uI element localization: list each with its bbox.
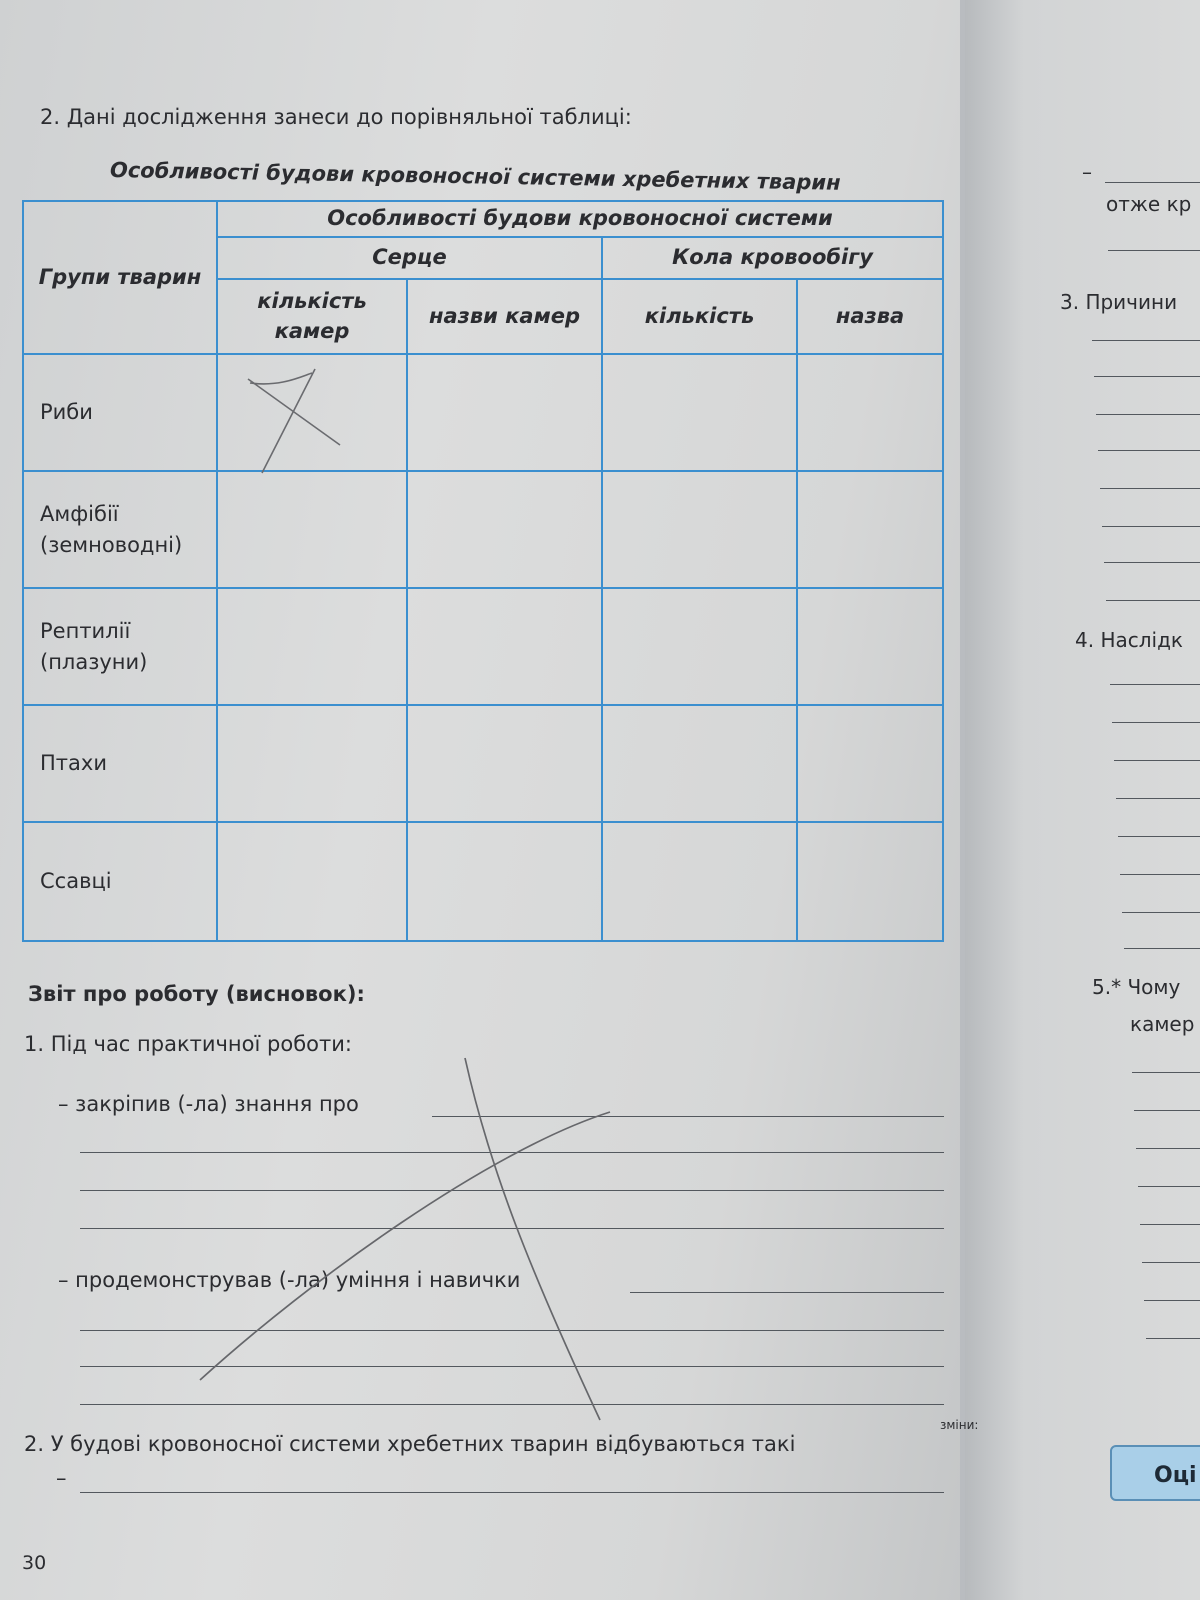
answer-line: [1094, 376, 1200, 377]
answer-line: [1120, 874, 1200, 875]
row-label-mammals: Ссавці: [23, 822, 217, 941]
answer-cell[interactable]: [407, 822, 602, 941]
answer-cell[interactable]: [217, 588, 407, 705]
row-label-amphibians: Амфібії (земноводні): [23, 471, 217, 588]
question-1: 1. Під час практичної роботи:: [24, 1032, 352, 1056]
header-circulation-circles: Кола кровообігу: [602, 237, 943, 279]
right-page-fragment: отже кр: [1106, 192, 1192, 216]
row-label-birds: Птахи: [23, 705, 217, 822]
answer-cell[interactable]: [217, 705, 407, 822]
subheader-circle-name: назва: [797, 279, 943, 354]
answer-line: [1124, 948, 1200, 949]
answer-line: [1144, 1300, 1200, 1301]
answer-cell[interactable]: [407, 588, 602, 705]
header-heart: Серце: [217, 237, 602, 279]
grade-button[interactable]: Оці: [1110, 1445, 1200, 1501]
answer-dash: –: [56, 1466, 67, 1490]
answer-cell[interactable]: [407, 471, 602, 588]
answer-cell[interactable]: [797, 588, 943, 705]
answer-line: [1112, 722, 1200, 723]
answer-line: [1110, 684, 1200, 685]
answer-line: [432, 1116, 944, 1117]
answer-cell[interactable]: [602, 354, 797, 471]
column-header-groups: Групи тварин: [23, 201, 217, 354]
table-row: [23, 471, 943, 588]
answer-cell[interactable]: [797, 354, 943, 471]
answer-line: [80, 1366, 944, 1367]
row-label-fish: Риби: [23, 354, 217, 471]
row-label-reptiles: Рептилії (плазуни): [23, 588, 217, 705]
answer-line: [1104, 562, 1200, 563]
answer-line: [1098, 450, 1200, 451]
answer-line: [1146, 1338, 1200, 1339]
answer-cell[interactable]: [407, 705, 602, 822]
subheader-circle-count: кількість: [602, 279, 797, 354]
answer-line: [1114, 760, 1200, 761]
answer-line: [1102, 526, 1200, 527]
right-page-dash: –: [1082, 160, 1092, 184]
answer-cell[interactable]: [407, 354, 602, 471]
table-row: [23, 588, 943, 705]
table-row: [23, 822, 943, 941]
answer-line: [80, 1228, 944, 1229]
answer-cell[interactable]: [217, 471, 407, 588]
answer-cell[interactable]: [217, 822, 407, 941]
table-row: [23, 705, 943, 822]
subheader-chamber-count: кількість камер: [217, 279, 407, 354]
answer-line: [1122, 912, 1200, 913]
right-page: [965, 0, 1200, 1600]
right-page-question-3: 3. Причини: [1060, 290, 1178, 314]
answer-line: [1132, 1072, 1200, 1073]
answer-cell[interactable]: [602, 705, 797, 822]
prompt-knowledge: – закріпив (-ла) знання про: [58, 1092, 359, 1116]
question-2: 2. У будові кровоносної системи хребетних тварин відбуваються такі: [24, 1432, 796, 1456]
answer-cell[interactable]: [797, 471, 943, 588]
table-row: [23, 354, 943, 471]
question-2-continuation: зміни:: [940, 1418, 979, 1432]
answer-line: [1100, 488, 1200, 489]
answer-cell[interactable]: [602, 471, 797, 588]
answer-line: [1136, 1148, 1200, 1149]
report-title: Звіт про роботу (висновок):: [28, 982, 365, 1006]
header-features: Особливості будови кровоносної системи: [217, 201, 943, 237]
answer-line: [80, 1492, 944, 1493]
comparison-table: [22, 200, 944, 942]
answer-line: [1105, 182, 1200, 183]
answer-cell[interactable]: [797, 705, 943, 822]
table-title: Особливості будови кровоносної системи хребетних тварин: [109, 158, 841, 195]
answer-line: [1134, 1110, 1200, 1111]
answer-line: [1108, 250, 1200, 251]
answer-line: [80, 1330, 944, 1331]
answer-line: [80, 1404, 944, 1405]
prompt-skills: – продемонстрував (-ла) уміння і навички: [58, 1268, 521, 1292]
task-instruction: 2. Дані дослідження занеси до порівняльної таблиці:: [40, 105, 632, 129]
answer-line: [1092, 340, 1200, 341]
answer-cell[interactable]: [602, 822, 797, 941]
page-number: 30: [22, 1552, 47, 1574]
answer-line: [1118, 836, 1200, 837]
right-page-fragment: камер: [1130, 1012, 1195, 1036]
answer-line: [1142, 1262, 1200, 1263]
answer-cell[interactable]: [602, 588, 797, 705]
right-page-question-4: 4. Наслідк: [1075, 628, 1183, 652]
answer-line: [1106, 600, 1200, 601]
answer-line: [1138, 1186, 1200, 1187]
answer-cell[interactable]: [797, 822, 943, 941]
right-page-question-5: 5.* Чому: [1092, 975, 1181, 999]
answer-line: [1096, 414, 1200, 415]
answer-line: [1116, 798, 1200, 799]
answer-line: [1140, 1224, 1200, 1225]
subheader-chamber-names: назви камер: [407, 279, 602, 354]
answer-line: [630, 1292, 944, 1293]
answer-cell[interactable]: [217, 354, 407, 471]
answer-line: [80, 1152, 944, 1153]
answer-line: [80, 1190, 944, 1191]
